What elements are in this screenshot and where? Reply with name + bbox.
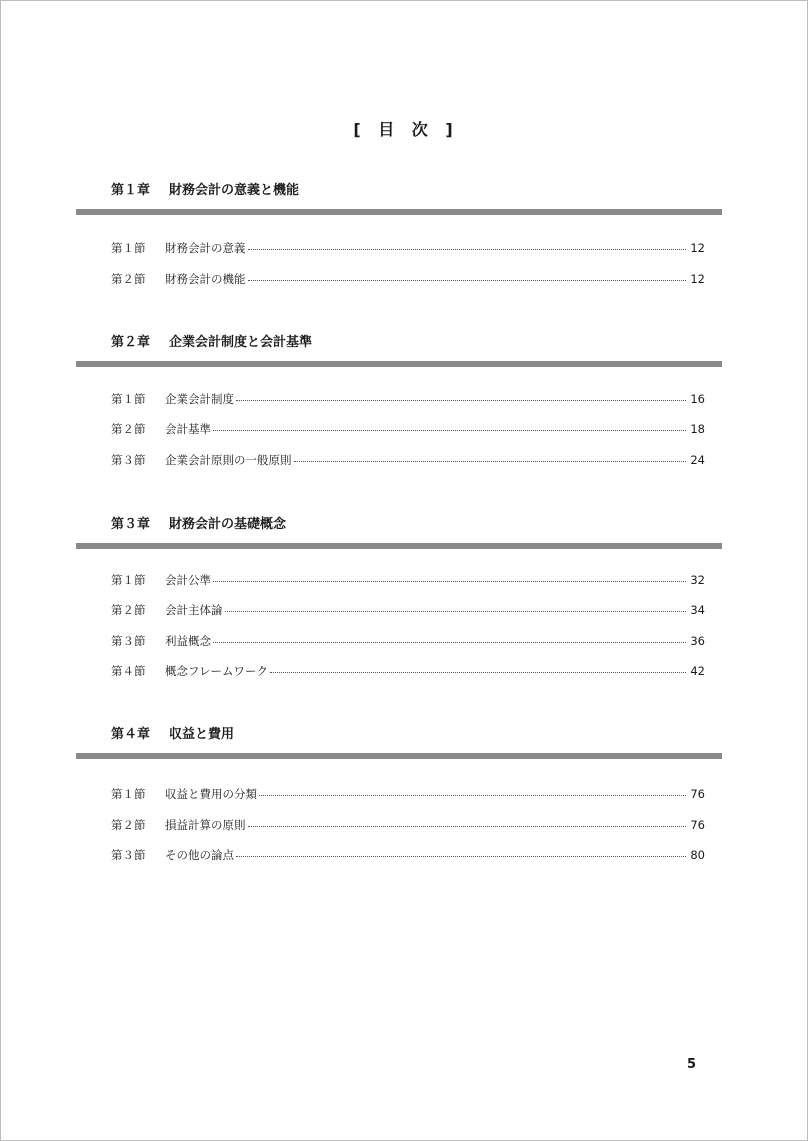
- dot-leader: [248, 249, 687, 250]
- section-number: 第４節: [111, 664, 146, 678]
- section-number: 第１節: [111, 787, 146, 801]
- section-number: 第２節: [111, 272, 146, 286]
- chapter-title: 企業会計制度と会計基準: [169, 335, 313, 350]
- section-title: 企業会計制度: [165, 392, 234, 406]
- page-number: 5: [687, 1057, 697, 1072]
- section-title: 概念フレームワーク: [165, 664, 269, 678]
- section-number: 第２節: [111, 603, 146, 617]
- toc-entry[interactable]: [111, 390, 705, 408]
- section-page: 34: [690, 603, 705, 617]
- section-title: 利益概念: [165, 634, 211, 648]
- dot-leader: [225, 611, 687, 612]
- dot-leader: [236, 400, 686, 401]
- chapter-heading: [111, 513, 286, 532]
- section-number: 第３節: [111, 848, 146, 862]
- section-number: 第２節: [111, 422, 146, 436]
- chapter-heading: [111, 179, 299, 198]
- section-number: 第１節: [111, 573, 146, 587]
- chapter-divider: [76, 543, 722, 549]
- dot-leader: [213, 430, 686, 431]
- toc-entry[interactable]: [111, 632, 705, 650]
- section-page: 32: [690, 573, 705, 587]
- section-page: 18: [690, 422, 705, 436]
- chapter-title: 財務会計の基礎概念: [169, 517, 287, 532]
- toc-entry[interactable]: [111, 662, 705, 680]
- chapter-divider: [76, 361, 722, 367]
- toc-entry[interactable]: [111, 270, 705, 288]
- toc-title: [ 目 次 ]: [353, 120, 455, 139]
- toc-entry[interactable]: [111, 239, 705, 257]
- dot-leader: [236, 856, 686, 857]
- chapter-divider: [76, 753, 722, 759]
- section-page: 16: [690, 392, 705, 406]
- section-number: 第３節: [111, 634, 146, 648]
- chapter-title: 財務会計の意義と機能: [169, 183, 300, 198]
- section-number: 第３節: [111, 453, 146, 467]
- dot-leader: [294, 461, 687, 462]
- section-page: 76: [690, 787, 705, 801]
- section-title: 会計公準: [165, 573, 211, 587]
- section-number: 第２節: [111, 818, 146, 832]
- section-page: 80: [690, 848, 705, 862]
- chapter-number: 第１章: [111, 183, 151, 198]
- section-title: 会計基準: [165, 422, 211, 436]
- section-title: 財務会計の意義: [165, 241, 246, 255]
- section-title: その他の論点: [165, 848, 234, 862]
- section-title: 財務会計の機能: [165, 272, 246, 286]
- dot-leader: [259, 795, 686, 796]
- section-title: 会計主体論: [165, 603, 223, 617]
- section-title: 損益計算の原則: [165, 818, 246, 832]
- section-page: 36: [690, 634, 705, 648]
- section-number: 第１節: [111, 392, 146, 406]
- toc-entry[interactable]: [111, 785, 705, 803]
- section-page: 76: [690, 818, 705, 832]
- toc-entry[interactable]: [111, 571, 705, 589]
- section-title: 収益と費用の分類: [165, 787, 257, 801]
- section-page: 24: [690, 453, 705, 467]
- section-title: 企業会計原則の一般原則: [165, 453, 292, 467]
- toc-entry[interactable]: [111, 846, 705, 864]
- chapter-number: 第３章: [111, 517, 151, 532]
- chapter-number: 第４章: [111, 727, 151, 742]
- chapter-number: 第２章: [111, 335, 151, 350]
- chapter-heading: [111, 723, 234, 742]
- section-page: 12: [690, 241, 705, 255]
- section-page: 42: [690, 664, 705, 678]
- toc-entry[interactable]: [111, 451, 705, 469]
- dot-leader: [248, 280, 687, 281]
- toc-entry[interactable]: [111, 420, 705, 438]
- dot-leader: [213, 581, 686, 582]
- dot-leader: [248, 826, 687, 827]
- toc-entry[interactable]: [111, 816, 705, 834]
- dot-leader: [213, 642, 686, 643]
- section-number: 第１節: [111, 241, 146, 255]
- section-page: 12: [690, 272, 705, 286]
- dot-leader: [270, 672, 686, 673]
- chapter-heading: [111, 331, 312, 350]
- toc-entry[interactable]: [111, 601, 705, 619]
- chapter-divider: [76, 209, 722, 215]
- chapter-title: 収益と費用: [169, 727, 235, 742]
